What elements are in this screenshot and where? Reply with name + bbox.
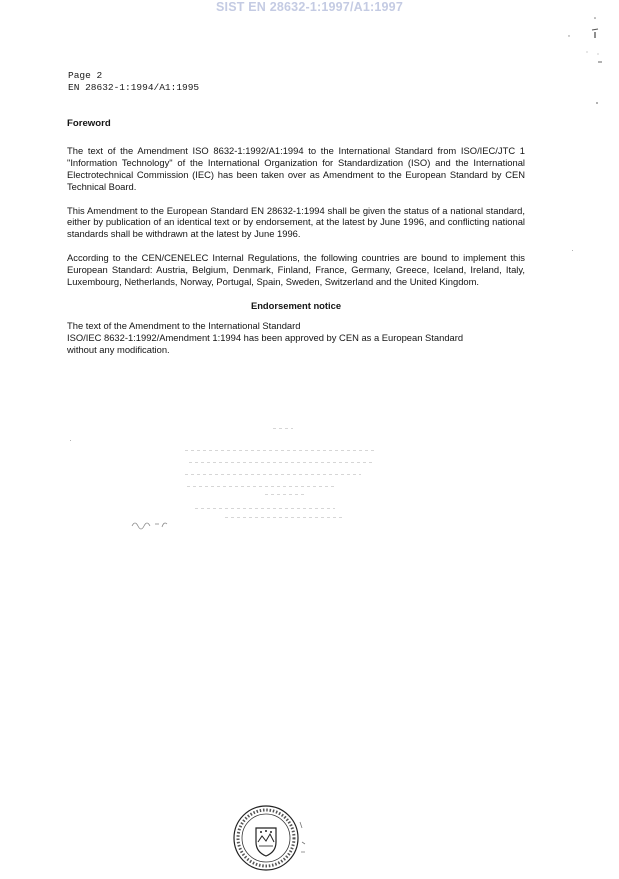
foreword-paragraph-1: The text of the Amendment ISO 8632-1:1992/A1:1994 to the International Standard from ISO/IEC/JTC 1 "Information Technology" of the International Organization for Standardization (ISO) and the International Electrotechnical Commission (IEC) has been taken over as Amendment to the European Standard by CEN Technical Board. bbox=[67, 144, 525, 192]
endorsement-line-2: ISO/IEC 8632-1:1992/Amendment 1:1994 has been approved by CEN as a European Standard bbox=[67, 331, 464, 343]
scan-speck bbox=[596, 102, 598, 104]
document-id: EN 28632-1:1994/A1:1995 bbox=[68, 81, 200, 93]
page-header bbox=[68, 70, 199, 93]
endorsement-line-1: The text of the Amendment to the International Standard bbox=[67, 319, 301, 331]
scan-speck bbox=[572, 250, 573, 251]
watermark: SIST EN 28632-1:1997/A1:1997 bbox=[216, 0, 403, 14]
document-body bbox=[67, 118, 525, 356]
endorsement-heading: Endorsement notice bbox=[250, 299, 342, 311]
foreword-paragraph-2: This Amendment to the European Standard EN 28632-1:1994 shall be given the status of a national standard, either by publication of an identical text or by endorsement, at the latest by June 1996, and conflicting national standards shall be withdrawn at the latest by June 1996. bbox=[67, 204, 525, 240]
page-number: Page 2 bbox=[68, 70, 103, 81]
endorsement-notice bbox=[67, 320, 525, 356]
official-stamp-seal bbox=[230, 802, 310, 874]
scan-corner-marks bbox=[565, 14, 605, 64]
scan-mark bbox=[131, 517, 171, 533]
foreword-heading: Foreword bbox=[67, 118, 111, 129]
foreword-paragraph-3: According to the CEN/CENELEC Internal Regulations, the following countries are bound to implement this European Standard: Austria, Belgium, Denmark, Finland, France, Germany, Greece, Iceland, Ireland, Italy, Luxembourg, Netherlands, Norway, Portugal, Spain, Sweden, Switzerland and the United Kingdom. bbox=[67, 252, 525, 288]
endorsement-line-3: without any modification. bbox=[67, 343, 170, 355]
faint-bleedthrough-text bbox=[185, 418, 385, 528]
scan-speck bbox=[70, 440, 71, 441]
